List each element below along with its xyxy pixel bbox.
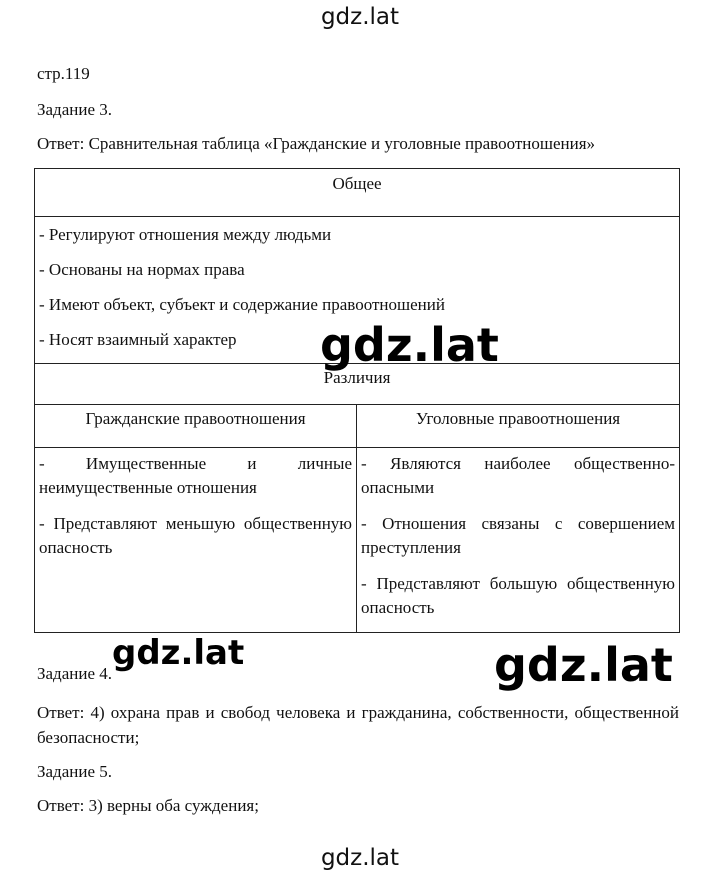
task4-answer: Ответ: 4) охрана прав и свобод человека и гражданина, собственности, общественной безопасности;: [37, 703, 679, 747]
watermark-bottom: gdz.lat: [320, 845, 400, 871]
common-header-row: [35, 169, 680, 217]
columns-header-row: [35, 405, 680, 448]
comparison-table: [34, 168, 680, 633]
criminal-items-cell: [357, 448, 680, 633]
task5-answer: Ответ: 3) верны оба суждения;: [37, 796, 259, 815]
task3-title: Задание 3.: [37, 100, 112, 119]
watermark-middle: gdz.lat: [320, 318, 499, 372]
page-reference: стр.119: [37, 64, 90, 83]
watermark-left: gdz.lat: [112, 633, 245, 673]
civil-item: - Представляют меньшую общественную опасность: [39, 514, 352, 557]
criminal-item: - Представляют большую общественную опасность: [361, 574, 676, 617]
task4-title: Задание 4.: [37, 664, 112, 683]
common-item: - Носят взаимный характер: [39, 330, 237, 349]
common-item: - Имеют объект, субъект и содержание правоотношений: [39, 295, 445, 314]
columns-body-row: [35, 448, 680, 633]
watermark-top: gdz.lat: [320, 4, 400, 30]
col-civil-header: Гражданские правоотношения: [35, 405, 357, 448]
criminal-item: - Являются наиболее общественно-опасными: [361, 454, 676, 497]
diff-header: Различия: [35, 364, 680, 405]
criminal-item: - Отношения связаны с совершением преступления: [361, 514, 676, 557]
civil-item: - Имущественные и личные неимущественные отношения: [39, 454, 352, 497]
common-item: - Регулируют отношения между людьми: [39, 225, 332, 244]
common-item: - Основаны на нормах права: [39, 260, 245, 279]
watermark-right: gdz.lat: [494, 638, 673, 692]
col-criminal-header: Уголовные правоотношения: [357, 405, 680, 448]
task3-answer: Ответ: Сравнительная таблица «Гражданские и уголовные правоотношения»: [37, 134, 596, 153]
task5-title: Задание 5.: [37, 762, 112, 781]
civil-items-cell: [35, 448, 357, 633]
common-header: Общее: [35, 169, 680, 217]
